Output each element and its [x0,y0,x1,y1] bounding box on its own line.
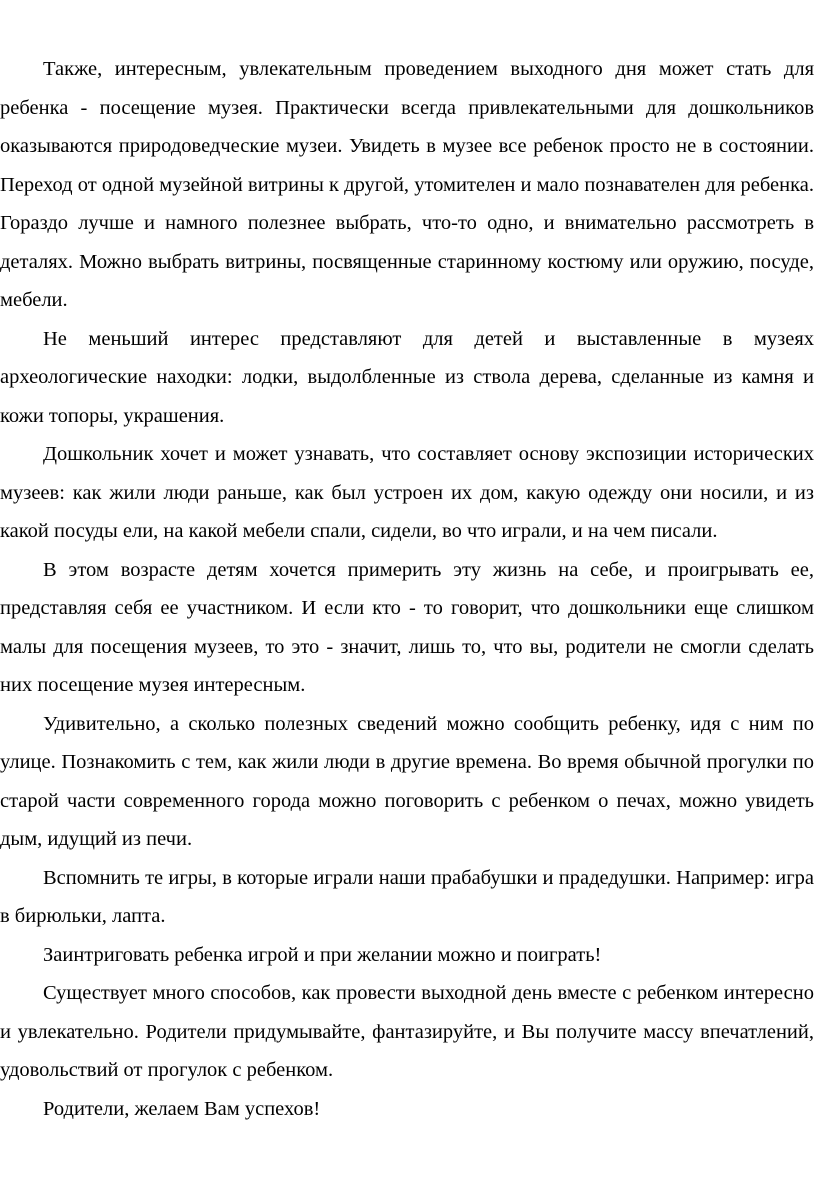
paragraph-intrigue-game: Заинтриговать ребенка игрой и при желании можно и поиграть! [43,943,602,966]
paragraph-street-walk: Удивительно, а сколько полезных сведений можно сообщить ребенку, идя с ним по улице. Познакомить с тем, как жили люди в другие времена. Во время обычной прогулки по старой части современного города можно поговорить с ребенком о печах, можно увидеть дым, идущий из печи. [0,712,814,850]
paragraph-museum-visit: Также, интересным, увлекательным проведением выходного дня может стать для ребенка - посещение музея. Практически всегда привлекательными для дошкольников оказываются природоведческие музеи. Увидеть в музее все ребенок просто не в состоянии. Переход от одной музейной витрины к другой, утомителен и мало познавателен для ребенка. Гораздо лучше и намного полезнее выбрать, что-то одно, и внимательно рассмотреть в деталях. Можно выбрать витрины, посвященные старинному костюму или оружию, посуде, мебели. [0,58,814,311]
paragraph-age-interest: В этом возрасте детям хочется примерить эту жизнь на себе, и проигрывать ее, представляя себя ее участником. И если кто - то говорит, что дошкольники еще слишком малы для посещения музеев, то это - значит, лишь то, что вы, родители не смогли сделать них посещение музея интересным. [0,558,814,696]
paragraph-many-ways: Существует много способов, как провести выходной день вместе с ребенком интересно и увлекательно. Родители придумывайте, фантазируйте, и Вы получите массу впечатлений, удовольствий от прогулок с ребенком. [0,982,814,1081]
paragraph-historical-museums: Дошкольник хочет и может узнавать, что составляет основу экспозиции исторических музеев: как жили люди раньше, как был устроен их дом, какую одежду они носили, и из какой посуды ели, на какой мебели спали, сидели, во что играли, и на чем писали. [0,443,814,542]
paragraph-old-games: Вспомнить те игры, в которые играли наши прабабушки и прадедушки. Например: игра в бирюльки, лапта. [0,866,814,927]
document-page [0,50,816,1128]
paragraph-archaeological-finds: Не меньший интерес представляют для детей и выставленные в музеях археологические находки: лодки, выдолбленные из ствола дерева, сделанные из камня и кожи топоры, украшения. [0,327,814,427]
paragraph-closing-wish: Родители, желаем Вам успехов! [43,1097,321,1120]
